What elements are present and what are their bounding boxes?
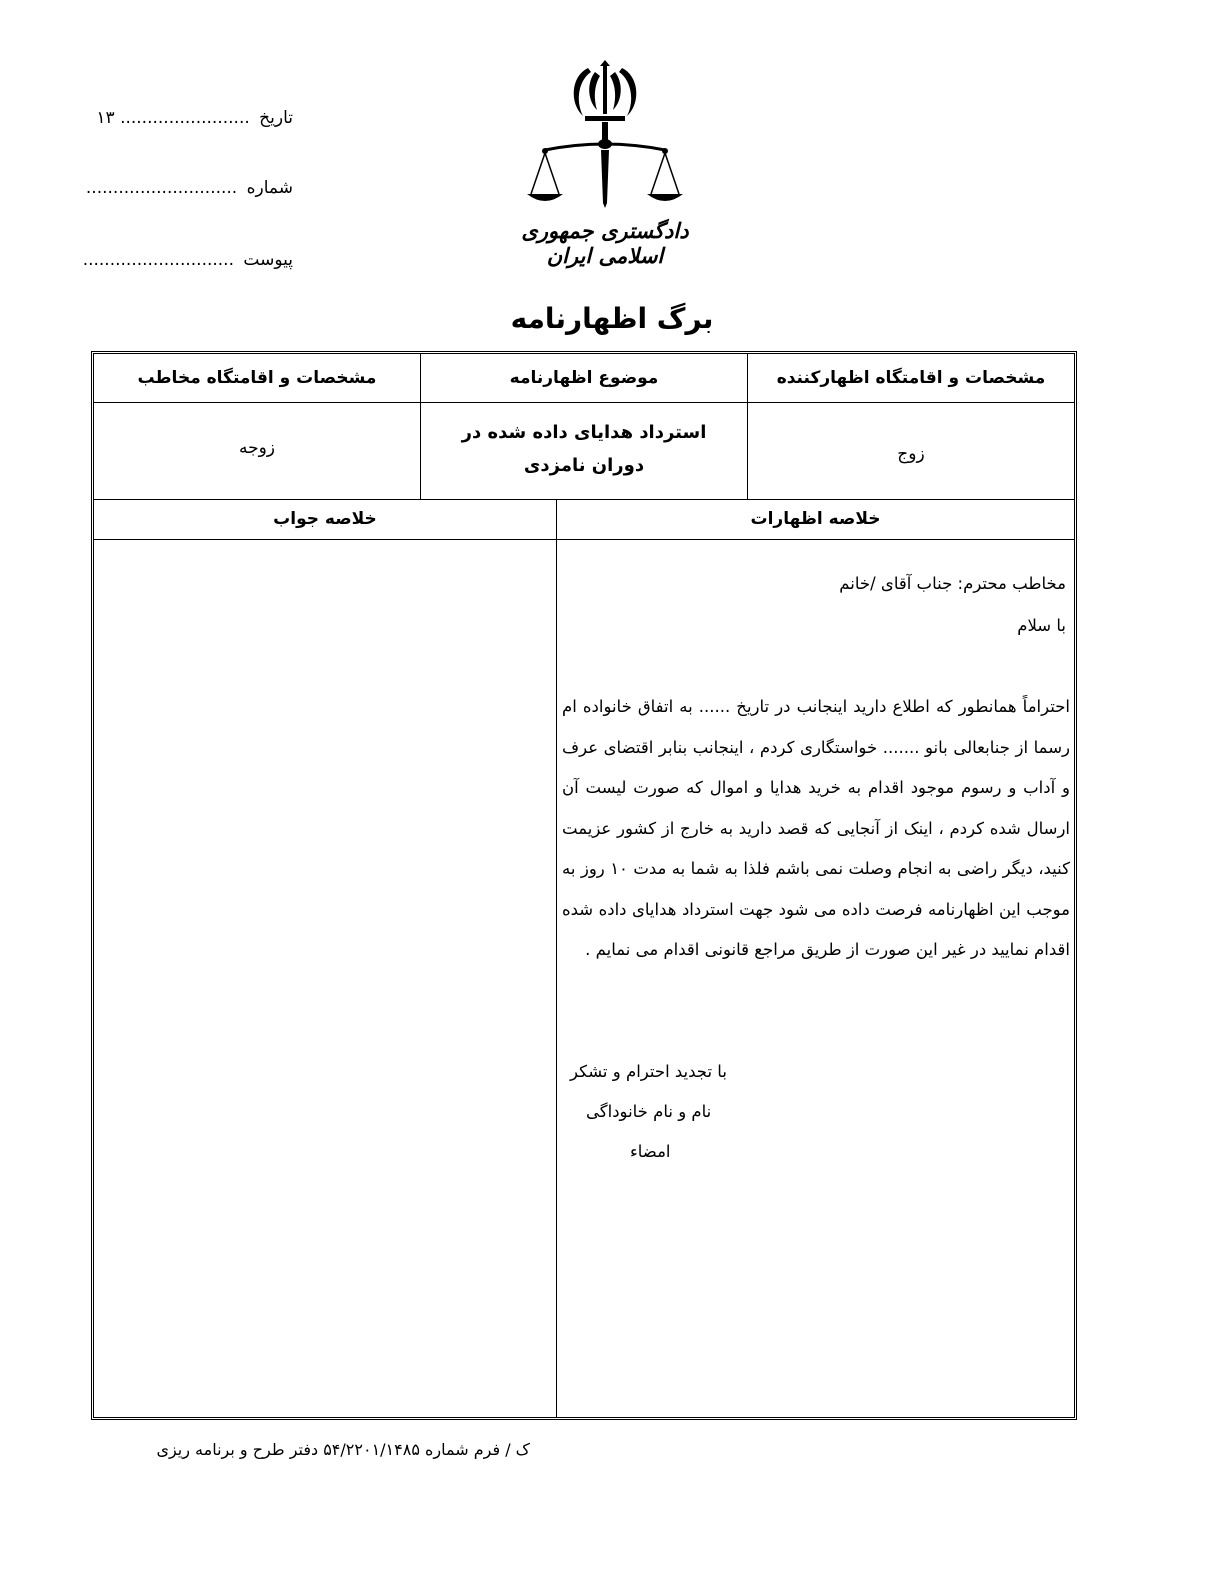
number-label: شماره — [246, 178, 293, 198]
emblem-caption: دادگستری جمهوری اسلامی ایران — [521, 218, 689, 268]
salutation: مخاطب محترم: جناب آقای /خانم — [839, 574, 1066, 593]
addressee-header: مشخصات و اقامتگاه مخاطب — [137, 368, 377, 388]
number-dots: ............................ — [85, 178, 238, 198]
declaration-form-table — [91, 351, 1077, 1420]
statement-body — [562, 687, 1070, 971]
form-footer: ک / فرم شماره ۵۴/۲۲۰۱/۱۴۸۵ دفتر طرح و برنامه ریزی — [156, 1440, 530, 1459]
subject-header: موضوع اظهارنامه — [509, 368, 659, 388]
form-title: برگ اظهارنامه — [510, 302, 714, 335]
date-line — [96, 108, 293, 128]
answer-header: خلاصه جواب — [273, 509, 377, 529]
judiciary-emblem-icon — [505, 58, 705, 218]
judiciary-emblem — [505, 58, 705, 268]
signature-line: امضاء — [630, 1142, 671, 1161]
date-value: ۱۳ — [96, 108, 115, 128]
national-emblem-icon — [574, 60, 637, 121]
name-line: نام و نام خانوداگی — [586, 1102, 712, 1121]
greeting: با سلام — [1017, 616, 1066, 635]
statements-header: خلاصه اظهارات — [750, 509, 881, 529]
attachment-line — [82, 250, 293, 270]
date-label: تاریخ — [259, 108, 293, 128]
number-line — [85, 178, 293, 198]
subject-value: استرداد هدایای داده شده در دوران نامزدی — [461, 422, 707, 476]
addressee-value: زوجه — [238, 438, 276, 458]
statement-paragraph: احتراماً همانطور که اطلاع دارید اینجانب در تاریخ ...... به اتفاق خانواده ام رسما از جنابعالی بانو ....... خواستگاری کردم ، اینجانب بنابر اقتضای عرف و آداب و رسوم موجود اقدام به خرید هدایا و اموال که صورت لیست آن ارسال شده کردم ، اینک از آنجایی که قصد دارید به خارج از کشور عزیمت کنید، دیگر راضی به انجام وصلت نمی باشم فلذا به شما به مدت ۱۰ روز به موجب این اظهارنامه فرصت داده می شود جهت استرداد هدایای داده شده اقدام نمایید در غیر این صورت از طریق مراجع قانونی اقدام می نمایم . — [562, 697, 1070, 959]
attachment-dots: ............................ — [82, 250, 234, 270]
declarant-header: مشخصات و اقامتگاه اظهارکننده — [776, 368, 1046, 388]
closing-line: با تجدید احترام و تشکر — [570, 1062, 727, 1081]
date-dots: ........................ — [120, 108, 250, 128]
attachment-label: پیوست — [243, 250, 293, 270]
declarant-value: زوج — [897, 444, 925, 464]
